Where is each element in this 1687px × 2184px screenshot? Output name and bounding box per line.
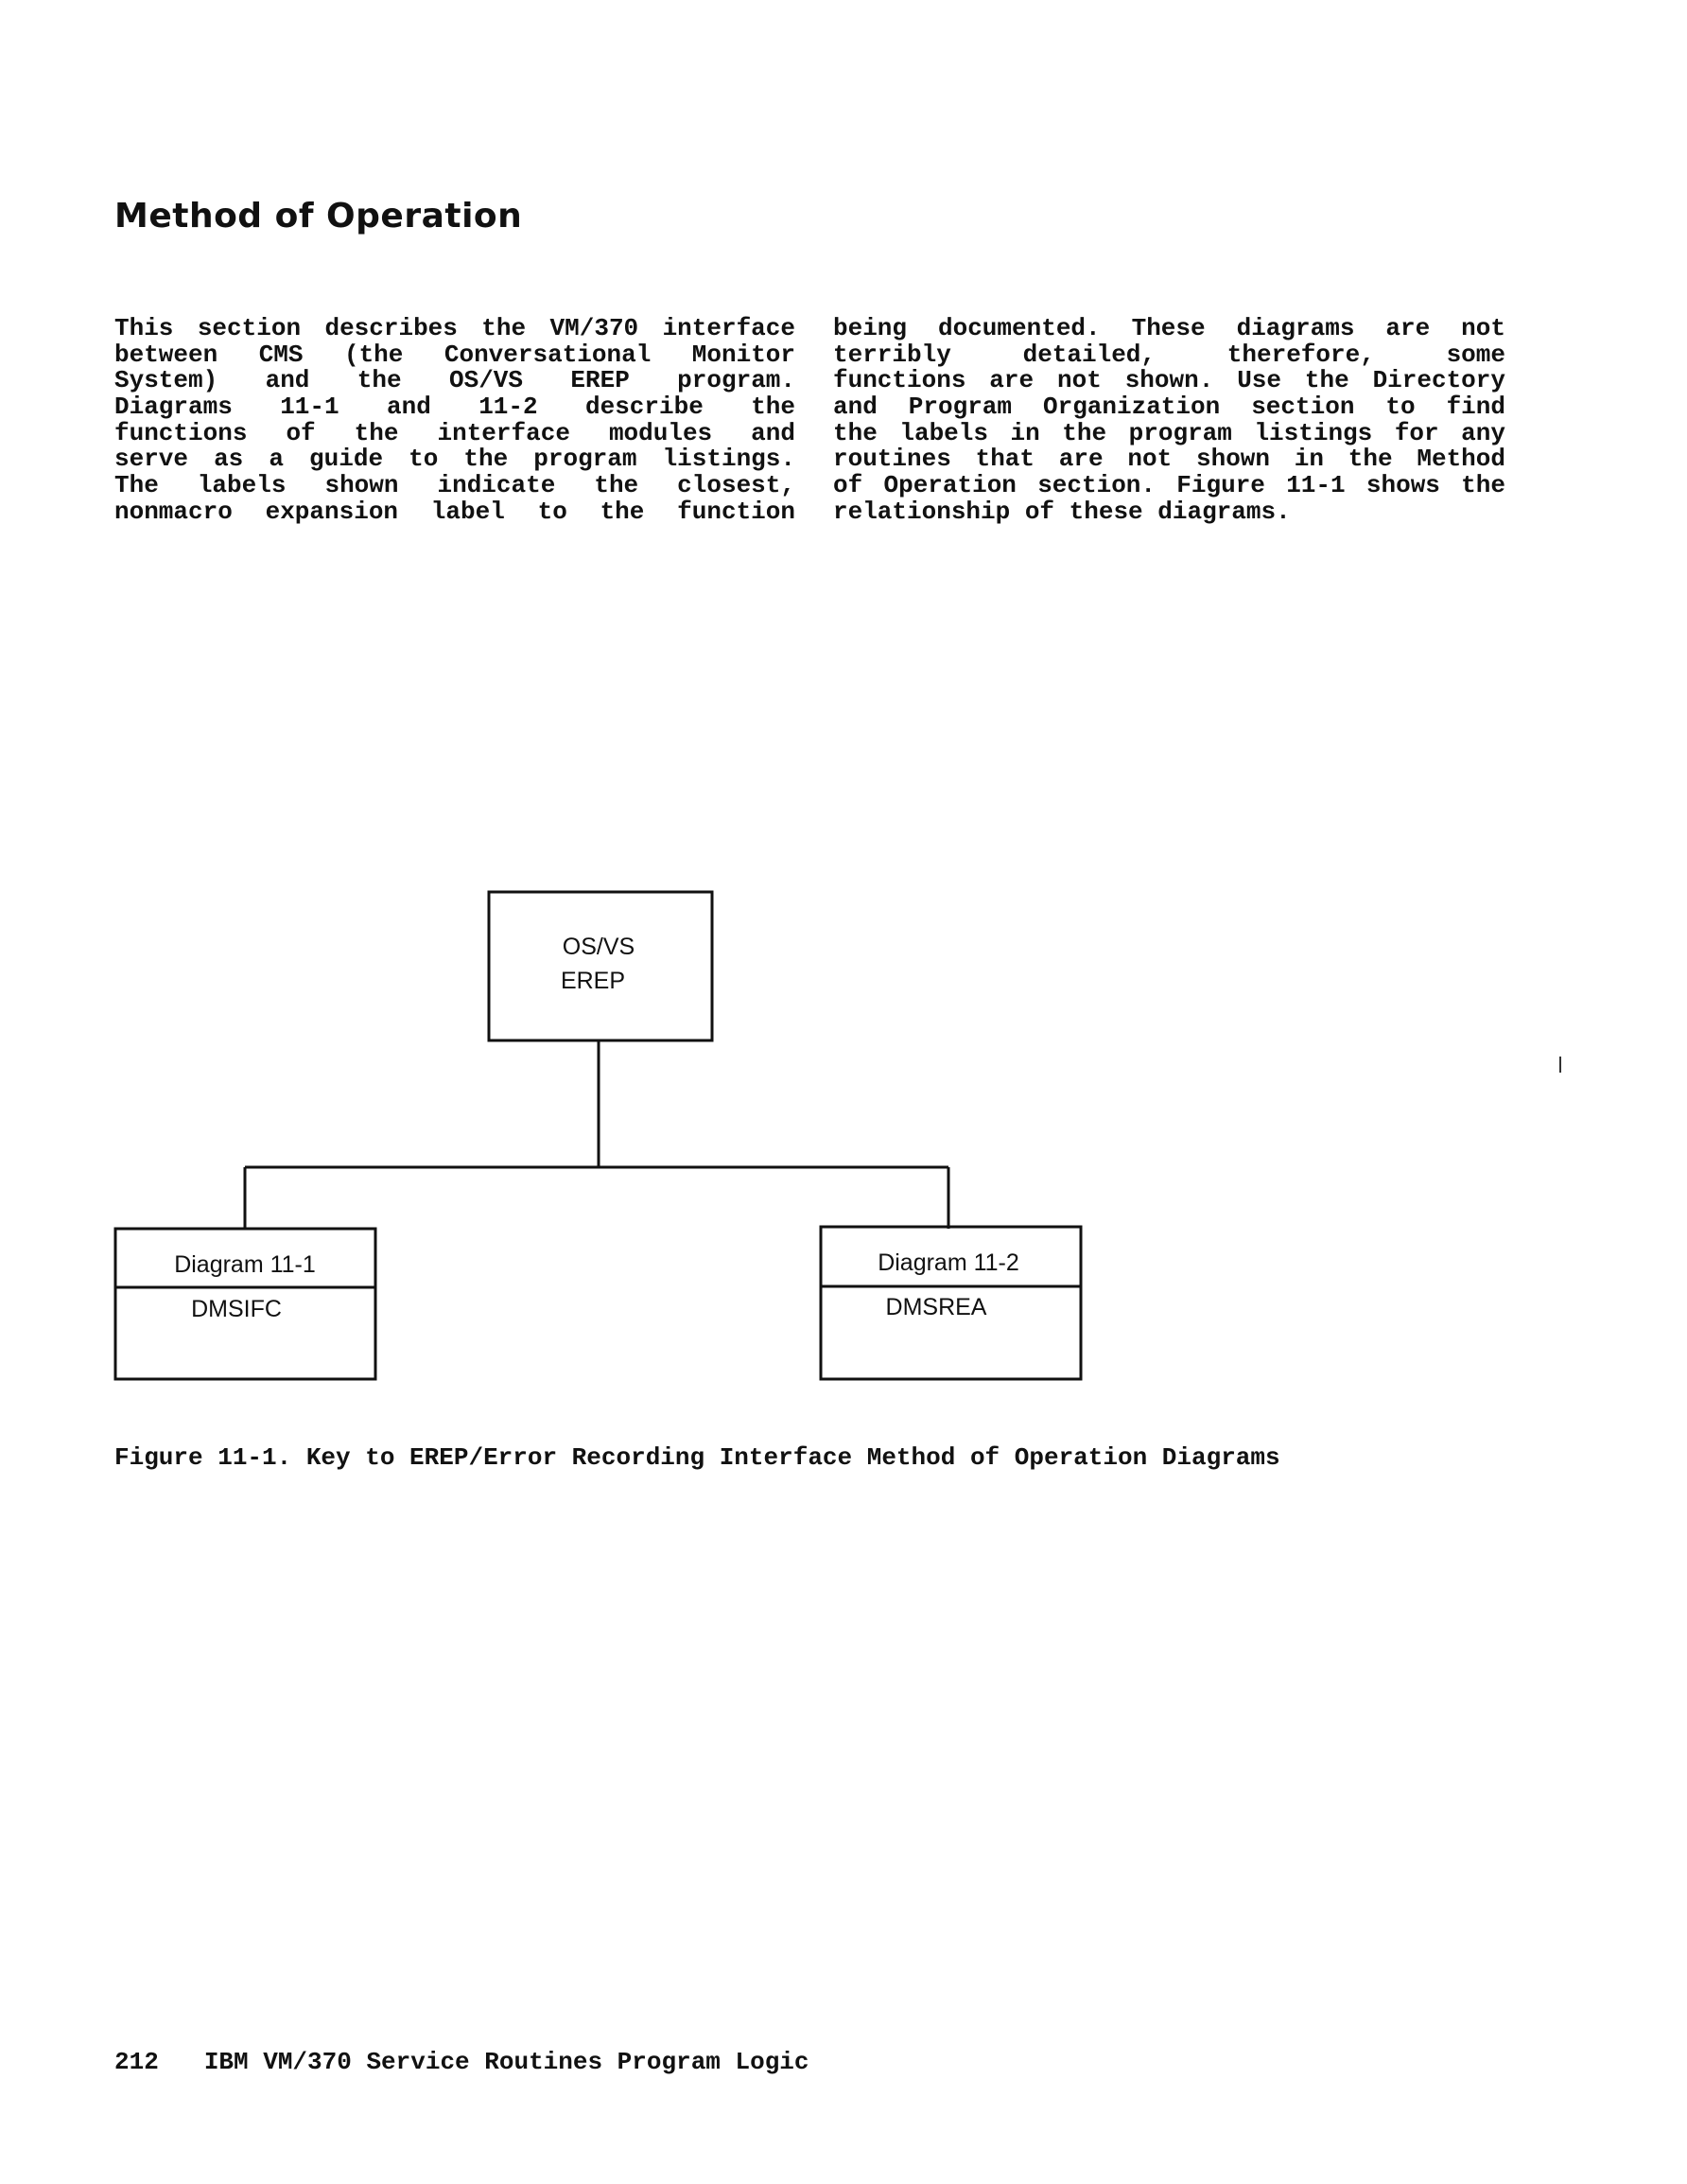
text-line: functions are not shown. Use the Directory	[833, 366, 1505, 395]
right-box	[821, 1227, 1081, 1379]
text-line: and Program Organization section to find	[833, 393, 1505, 422]
text-column-left	[114, 316, 795, 526]
text-line: of Operation section. Figure 11-1 shows the	[833, 471, 1505, 500]
text-line: routines that are not shown in the Method	[833, 445, 1505, 474]
right-box-module: DMSREA	[885, 1294, 987, 1320]
top-box-line2: EREP	[560, 968, 626, 994]
figure-caption: Figure 11-1. Key to EREP/Error Recording Interface Method of Operation Diagrams	[114, 1443, 1280, 1472]
top-box-line1: OS/VS	[562, 934, 635, 960]
text-line: being documented. These diagrams are not	[833, 314, 1505, 342]
left-box-module: DMSIFC	[191, 1296, 282, 1322]
text-line: The labels shown indicate the closest,	[114, 471, 795, 500]
text-line: terribly detailed, therefore, some	[833, 340, 1505, 369]
page-number: 212	[114, 2048, 159, 2076]
left-box	[115, 1229, 375, 1379]
page-footer	[114, 2048, 809, 2076]
text-column-right	[833, 316, 1505, 526]
text-line: functions of the interface modules and	[114, 418, 795, 447]
text-line: between CMS (the Conversational Monitor	[114, 340, 795, 369]
text-line: This section describes the VM/370 interface	[114, 314, 795, 342]
text-line: relationship of these diagrams.	[833, 497, 1291, 526]
text-line: serve as a guide to the program listings.	[114, 445, 795, 474]
publication-title: IBM VM/370 Service Routines Program Logic	[203, 2048, 809, 2076]
text-line: nonmacro expansion label to the function	[114, 497, 795, 526]
text-line: Diagrams 11-1 and 11-2 describe the	[114, 393, 795, 422]
text-line: System) and the OS/VS EREP program.	[114, 366, 795, 395]
right-box-title: Diagram 11-2	[878, 1249, 1019, 1276]
text-line: the labels in the program listings for any	[833, 418, 1505, 447]
top-box	[489, 892, 712, 1040]
left-box-title: Diagram 11-1	[174, 1251, 316, 1278]
page-title: Method of Operation	[114, 197, 523, 236]
